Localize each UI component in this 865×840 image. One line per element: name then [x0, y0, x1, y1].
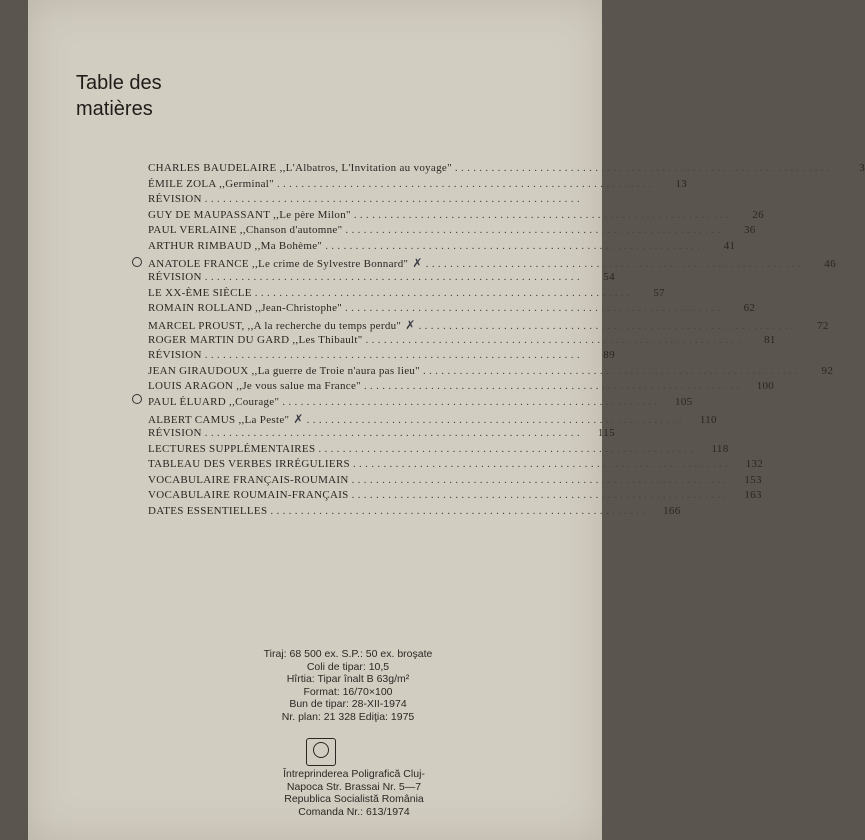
toc-entry: MARCEL PROUST, ,,A la recherche du temps perdu"	[148, 319, 402, 332]
title-line-1: Table des	[76, 72, 162, 94]
toc-entry: ALBERT CAMUS ,,La Peste"	[148, 413, 290, 426]
toc-entry: RÉVISION	[148, 271, 202, 284]
leader-dots	[352, 489, 727, 501]
toc-entry: PAUL VERLAINE ,,Chanson d'automne"	[148, 224, 343, 237]
pen-circle-mark	[132, 257, 142, 267]
leader-dots	[282, 396, 657, 408]
toc-row	[148, 489, 762, 505]
colophon-line: Nr. plan: 21 328 Ediţia: 1975	[281, 710, 415, 723]
printer-line: Întreprinderea Poligrafică Cluj-	[283, 768, 425, 780]
printer-logo-icon	[306, 738, 336, 766]
toc-entry: RÉVISION	[148, 193, 202, 206]
toc-page-number: 57	[653, 286, 665, 299]
toc-row	[148, 317, 829, 334]
toc-page-number: 163	[744, 489, 762, 502]
leader-dots	[205, 427, 580, 439]
toc-row	[148, 427, 615, 443]
leader-dots	[455, 162, 830, 174]
leader-dots	[364, 380, 739, 392]
toc-entry: ÉMILE ZOLA ,,Germinal"	[148, 177, 274, 190]
toc-page-number: 100	[756, 380, 775, 393]
toc-page-number: 46	[824, 257, 836, 270]
toc-row	[148, 177, 688, 194]
leader-dots	[354, 209, 729, 221]
toc-entry: RÉVISION	[148, 349, 202, 362]
toc-entry: VOCABULAIRE FRANÇAIS-ROUMAIN	[148, 473, 349, 486]
toc-page-number: 54	[603, 271, 615, 284]
leader-dots	[307, 414, 682, 426]
toc-row	[148, 442, 729, 459]
toc-entry: JEAN GIRAUDOUX ,,La guerre de Troie n'aura pas lieu"	[148, 364, 420, 377]
toc-entry: LECTURES SUPPLÉMENTAIRES	[148, 442, 316, 455]
toc-page-number: 110	[699, 413, 717, 426]
colophon	[208, 648, 488, 723]
toc-entry: PAUL ÉLUARD ,,Courage"	[148, 395, 280, 408]
toc-row	[148, 395, 693, 412]
toc-row	[148, 302, 756, 318]
book-page	[28, 0, 865, 840]
printer-imprint	[224, 768, 484, 818]
page-title	[76, 70, 162, 122]
toc-page-number: 153	[744, 473, 762, 486]
toc-row	[148, 364, 834, 381]
leader-dots	[277, 178, 652, 190]
leader-dots	[205, 349, 580, 361]
toc-page-number: 118	[711, 442, 729, 455]
leader-dots	[352, 474, 727, 486]
leader-dots	[345, 302, 720, 314]
toc-entry: ROGER MARTIN DU GARD ,,Les Thibault"	[148, 333, 363, 346]
toc-page-number: 3	[859, 162, 865, 174]
toc-entry: CHARLES BAUDELAIRE ,,L'Albatros, L'Invitation au voyage"	[148, 162, 452, 174]
toc-page-number: 115	[597, 427, 615, 440]
toc-row	[148, 239, 736, 256]
toc-row	[148, 349, 615, 365]
leader-dots	[325, 240, 700, 252]
colophon-line: Format: 16/70×100	[303, 685, 393, 698]
pen-x-mark: ✗	[412, 255, 423, 270]
toc-row	[148, 473, 762, 490]
leader-dots	[423, 365, 798, 377]
toc-page-number: 132	[745, 458, 764, 471]
leader-dots	[205, 271, 580, 283]
toc-entry: GUY DE MAUPASSANT ,,Le père Milon"	[148, 208, 351, 221]
leader-dots	[205, 193, 580, 205]
toc-page-number: 89	[603, 349, 615, 362]
toc-page-number: 105	[675, 395, 693, 408]
toc-page-number: 166	[663, 505, 681, 518]
toc-row	[148, 271, 615, 287]
toc-page-number: 41	[723, 239, 736, 252]
toc-entry: ROMAIN ROLLAND ,,Jean-Christophe"	[148, 302, 343, 315]
colophon-line: Coli de tipar: 10,5	[306, 660, 390, 673]
toc-entry: LE XX-ÈME SIÈCLE	[148, 286, 252, 299]
toc-row	[148, 162, 865, 178]
toc-row	[148, 286, 665, 303]
toc-row	[148, 505, 681, 521]
printer-line: Napoca Str. Brassai Nr. 5—7	[286, 780, 422, 793]
toc-entry: RÉVISION	[148, 427, 202, 440]
colophon-line: Bun de tipar: 28-XII-1974	[289, 698, 407, 710]
toc-entry: TABLEAU DES VERBES IRRÉGULIERS	[148, 458, 350, 471]
toc-page-number: 62	[743, 302, 756, 315]
toc-entry: DATES ESSENTIELLES	[148, 505, 268, 518]
colophon-line: Tiraj: 68 500 ex. S.P.: 50 ex. broşate	[263, 648, 433, 660]
leader-dots	[353, 458, 728, 470]
toc-row	[148, 255, 836, 272]
toc-row	[148, 458, 764, 474]
pen-x-mark: ✗	[293, 411, 304, 426]
toc-page-number: 92	[821, 364, 834, 377]
table-of-contents	[148, 162, 865, 521]
toc-entry: VOCABULAIRE ROUMAIN-FRANÇAIS	[148, 489, 349, 502]
toc-entry: LOUIS ARAGON ,,Je vous salue ma France"	[148, 380, 361, 393]
leader-dots	[255, 287, 630, 299]
pen-x-mark: ✗	[405, 317, 416, 332]
leader-dots	[270, 505, 645, 517]
toc-row	[148, 193, 578, 209]
toc-row	[148, 224, 756, 240]
printer-line: Republica Socialistă România	[284, 793, 424, 805]
toc-row	[148, 411, 717, 428]
printer-line: Comanda Nr.: 613/1974	[298, 805, 410, 818]
toc-row	[148, 333, 776, 350]
leader-dots	[426, 258, 801, 270]
toc-entry: ARTHUR RIMBAUD ,,Ma Bohème"	[148, 239, 323, 252]
leader-dots	[318, 443, 693, 455]
toc-page-number: 26	[752, 208, 764, 221]
title-line-2: matières	[76, 98, 153, 120]
toc-page-number: 81	[764, 333, 776, 346]
toc-page-number: 36	[743, 224, 756, 237]
toc-row	[148, 208, 764, 225]
colophon-line: Hîrtia: Tipar înalt B 63g/m²	[286, 673, 410, 685]
toc-page-number: 13	[675, 177, 688, 190]
toc-entry: ANATOLE FRANCE ,,Le crime de Sylvestre Bonnard"	[148, 257, 409, 270]
pen-circle-mark	[132, 394, 142, 404]
leader-dots	[345, 224, 720, 236]
leader-dots	[419, 320, 794, 332]
toc-row	[148, 380, 775, 396]
toc-page-number: 72	[817, 319, 829, 332]
leader-dots	[366, 334, 741, 346]
